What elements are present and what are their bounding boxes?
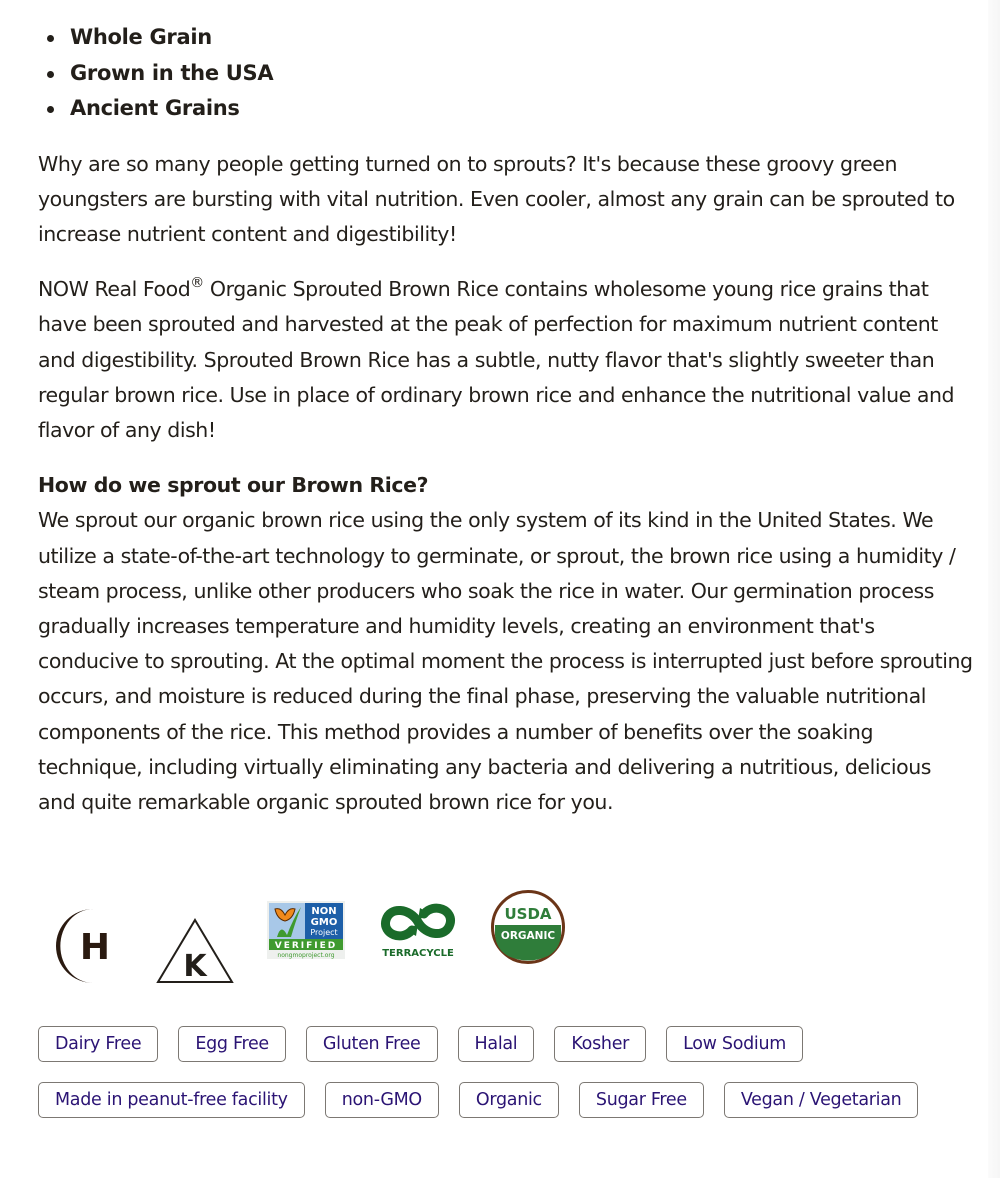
brand-name: NOW Real Food bbox=[38, 277, 191, 302]
tag-peanut-free-facility[interactable]: Made in peanut-free facility bbox=[38, 1082, 305, 1118]
page-edge-strip bbox=[988, 0, 1000, 1178]
product-paragraph-text: Organic Sprouted Brown Rice contains wholesome young rice grains that have been sprouted and harvested at the peak of perfection for maximum nutrient content and digestibility. Sprouted Brown Rice has a subtle, nutty flavor that's slightly sweeter than regular brown rice. Use in place of ordinary brown rice and enhance the nutritional value and flavor of any dish! bbox=[38, 277, 955, 442]
feature-label: Whole Grain bbox=[70, 25, 212, 49]
tag-organic[interactable]: Organic bbox=[459, 1082, 559, 1118]
sprout-paragraph: We sprout our organic brown rice using the only system of its kind in the United States. We utilize a state-of-the-art technology to germinate, or sprout, the brown rice using a humidity / steam process, unlike other producers who soak the rice in water. Our germination process gradually increases temperature and humidity levels, creating an environment that's conducive to sprouting. At the optimal moment the process is interrupted just before sprouting occurs, and moisture is reduced during the final phase, preserving the valuable nutritional components of the rice. This method provides a number of benefits over the soaking technique, including virtually eliminating any bacteria and delivering a nutritious, delicious and quite remarkable organic sprouted brown rice for you. bbox=[38, 508, 973, 814]
nongmo-sky bbox=[269, 903, 305, 939]
nongmo-line-2: GMO bbox=[310, 917, 338, 928]
feature-label: Ancient Grains bbox=[70, 96, 240, 120]
usda-organic-logo bbox=[490, 889, 566, 965]
tag-halal[interactable]: Halal bbox=[458, 1026, 535, 1062]
registered-mark: ® bbox=[190, 275, 204, 292]
tag-egg-free[interactable]: Egg Free bbox=[178, 1026, 286, 1062]
sprout-heading: How do we sprout our Brown Rice? bbox=[38, 473, 429, 498]
tag-kosher[interactable]: Kosher bbox=[554, 1026, 646, 1062]
terracycle-text: TERRACYCLE bbox=[382, 948, 454, 958]
terracycle-logo bbox=[378, 900, 458, 958]
tag-row-2 bbox=[38, 1082, 973, 1118]
halal-letter: H bbox=[79, 927, 111, 968]
tag-low-sodium[interactable]: Low Sodium bbox=[666, 1026, 803, 1062]
intro-paragraph: Why are so many people getting turned on to sprouts? It's because these groovy green youngsters are bursting with vital nutrition. Even cooler, almost any grain can be sprouted to increase nutrient content and digestibility! bbox=[38, 151, 955, 246]
verified-text: VERIFIED bbox=[274, 941, 338, 951]
tag-sugar-free[interactable]: Sugar Free bbox=[579, 1082, 704, 1118]
tag-row-1 bbox=[38, 1026, 973, 1062]
feature-label: Grown in the USA bbox=[70, 60, 274, 85]
tag-dairy-free[interactable]: Dairy Free bbox=[38, 1026, 158, 1062]
nongmo-line-1: NON bbox=[311, 906, 337, 917]
nongmo-url-text: nongmoproject.org bbox=[277, 952, 335, 959]
lower-section bbox=[38, 0, 973, 1178]
nongmo-line-3: Project bbox=[310, 928, 338, 937]
dietary-tags bbox=[38, 1026, 973, 1138]
tag-non-gmo[interactable]: non-GMO bbox=[325, 1082, 439, 1118]
kosher-logo bbox=[156, 918, 234, 984]
halal-logo bbox=[53, 907, 115, 985]
certification-logos bbox=[38, 880, 638, 990]
non-gmo-project-logo bbox=[267, 901, 345, 959]
tag-gluten-free[interactable]: Gluten Free bbox=[306, 1026, 438, 1062]
organic-text: ORGANIC bbox=[500, 930, 556, 942]
infinity-loop-icon bbox=[385, 908, 450, 936]
tag-vegan-vegetarian[interactable]: Vegan / Vegetarian bbox=[724, 1082, 919, 1118]
kosher-letter: K bbox=[183, 949, 207, 984]
usda-text: USDA bbox=[504, 905, 552, 923]
